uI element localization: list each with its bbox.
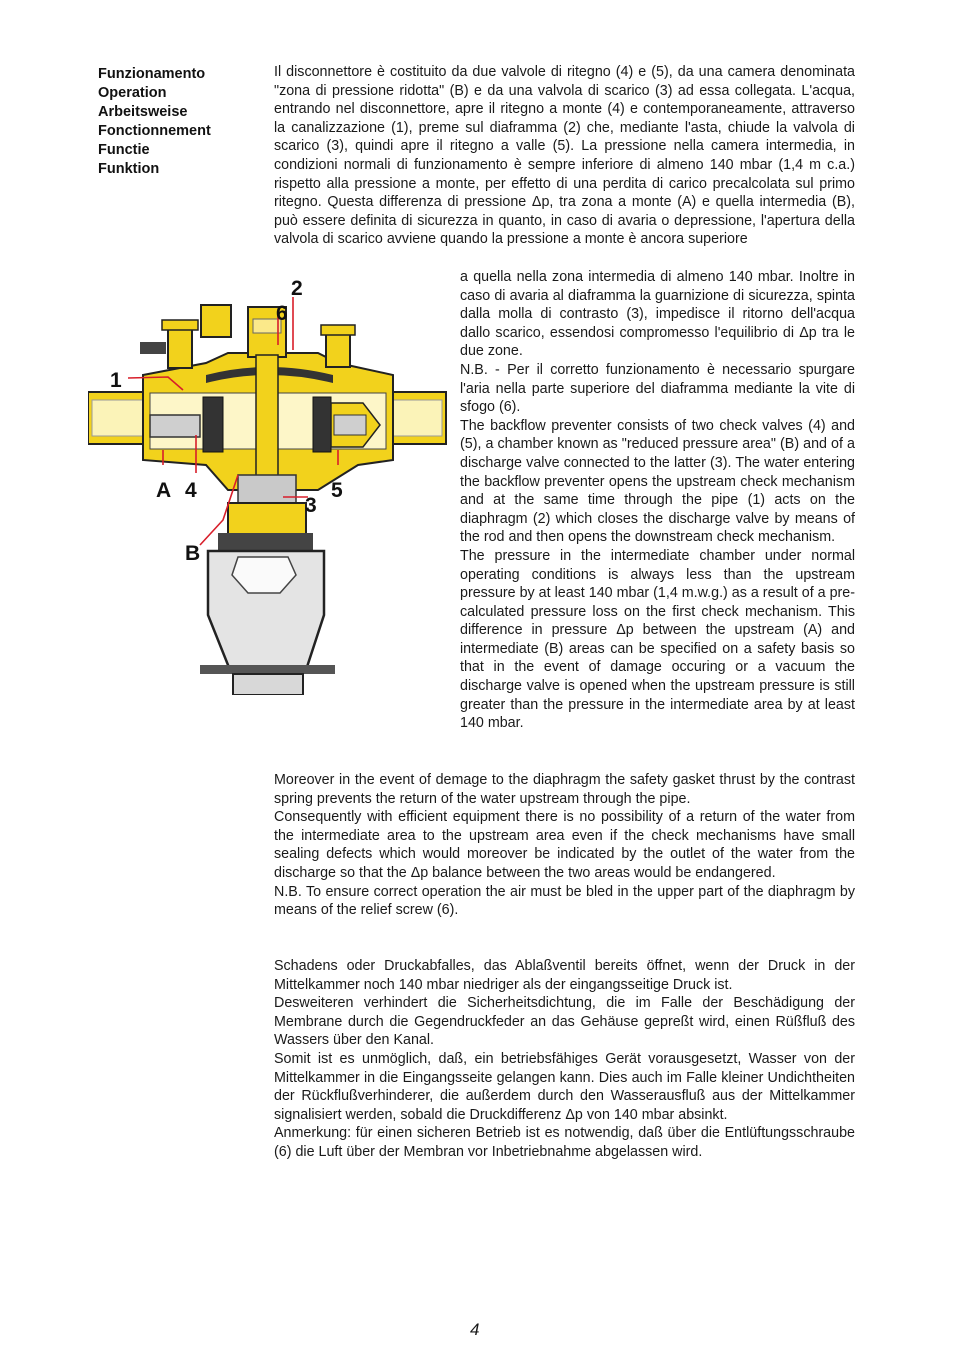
discharge-valve — [238, 475, 296, 503]
section-headings — [98, 65, 258, 179]
de-paragraph-3: Somit ist es unmöglich, daß, ein betriebsfähiges Gerät vorausgesetzt, Wasser von der Mittelkammer in die Eingangsseite gelangen kann. Dies auch im Falle kleiner Undichtheiten der Rückflußverhinderer, die außerdem durch den Wasserausfluß aus der Mittelkammer signalisiert werden, sobald die Druckdifferenz Δp von 140 mbar absinkt. — [274, 1050, 855, 1123]
right-column-text — [460, 268, 855, 733]
it-text: Il disconnettore è costituito da due valvole di ritegno (4) e (5), da una camera denominata "zona di pressione ridotta" (B) e da una valvola di scarico (3) ad essa collegata. L'acqua, entrando nel disconnettore, apre il ritegno a monte (4) e contemporaneamente, attraverso la canalizzazione (1), preme sul diaframma (2) che, mediante l'asta, chiude la valvola di scarico (3), quindi apre il ritegno a valle (5). La pressione nella camera intermedia, in condizioni normali di funzionamento è sempre inferiore di almeno 140 mbar (1,4 m c.a.) rispetto alla pressione a monte, per effetto di una perdita di carico precalcolata sul primo ritegno. Questa differenza di pressione Δp, tra zona a monte (A) e quella intermedia (B), può essere definita di sicurezza in quanto, in caso di avaria o depressione, l'apertura della valvola di scarico avviene quando la pressione a monte è ancora superiore — [274, 64, 855, 248]
label-b: B — [185, 542, 201, 565]
downstream-check-spring — [334, 415, 366, 435]
de-paragraph-1: Schadens oder Druckabfalles, das Ablaßventil bereits öffnet, wenn der Druck in der Mittelkammer noch 140 mbar niedriger als der eingangsseitige Druck ist. — [274, 958, 855, 993]
funnel-collar — [218, 533, 313, 551]
italian-paragraph-top — [274, 63, 855, 249]
label-3: 3 — [305, 494, 317, 517]
right-fitting-cap — [321, 325, 355, 335]
german-text — [274, 957, 855, 1162]
heading-funktion: Funktion — [98, 161, 160, 177]
de-paragraph-2: Desweiteren verhindert die Sicherheitsdichtung, die im Falle der Beschädigung der Membrane durch die Gegendruckfeder an das Gehäuse gepreßt wird, einen Rüßfluß des Wassers über den Kanal. — [274, 995, 855, 1049]
heading-nl: Functie — [98, 142, 150, 158]
label-1: 1 — [110, 369, 122, 392]
english-continuation — [274, 771, 855, 920]
de-note: Anmerkung: für einen sicheren Betrieb ist es notwendig, daß über die Entlüftungsschraube (6) die Luft über der Membran vor Inbetriebnahme abgelassen wird. — [274, 1125, 855, 1160]
label-a: A — [156, 479, 172, 502]
heading-en: Operation — [98, 85, 167, 101]
en-paragraph-1: The backflow preventer consists of two check valves (4) and (5), a chamber known as "reduced pressure area" (B) and of a discharge valve connected to the latter (3). The water entering the backflow preventer opens the upstream check mechanism and at the same time through the pipe (1) acts on the diaphragm (2) which closes the discharge valve by means of the rod and then opens the downstream check mechanism. — [460, 417, 855, 546]
heading-de: Arbeitsweise — [98, 104, 188, 120]
page-number: 4 — [470, 1320, 480, 1339]
top-left-nut — [201, 305, 231, 337]
heading-it: Funzionamento — [98, 66, 206, 82]
label-2: 2 — [291, 277, 303, 300]
en-paragraph-4: Consequently with efficient equipment there is no possibility of a return of the water from the intermediate area to the upstream area even if the check mechanisms have small sealing defects which would moreover be indicated by the outlet of the water from the discharge so that the Δp balance between the two areas would be endangered. — [274, 809, 855, 881]
pressure-tube — [140, 342, 166, 354]
it-continuation: a quella nella zona intermedia di almeno 140 mbar. Inoltre in caso di avaria al diaframma la guarnizione di sicurezza, spinta dalla molla di contrasto (3), impedisce il ritorno dell'acqua dallo scarico, essendosi compromesso l'equilibrio di Δp tra le due zone. — [460, 269, 855, 360]
upstream-check-spring — [150, 415, 200, 437]
downstream-check-valve — [313, 397, 331, 452]
clamp-bar — [200, 665, 335, 674]
en-note: N.B. To ensure correct operation the air must be bled in the upper part of the diaphragm by means of the relief screw (6). — [274, 883, 855, 919]
left-fitting-cap — [162, 320, 198, 330]
left-pipe-bore — [92, 400, 147, 436]
outlet-pipe — [233, 674, 303, 695]
en-paragraph-3: Moreover in the event of demage to the diaphragm the safety gasket thrust by the contrast spring prevents the return of the water upstream through the pipe. — [274, 772, 855, 807]
en-paragraph-2: The pressure in the intermediate chamber under normal operating conditions is always less than the upstream pressure by at least 140 mbar (1,4 m.w.g.) as a result of a pre-calculated pressure loss on the first check mechanism. This difference in pressure Δp between the upstream (A) and intermediate (B) areas can be specified on a safety basis so that in the event of damage occuring or a vacuum the discharge valve is opened when the upstream pressure is still greater than the pressure in the intermediate area by at least 140 mbar. — [460, 547, 855, 732]
backflow-preventer-diagram — [88, 275, 450, 695]
label-4: 4 — [185, 479, 197, 502]
label-6: 6 — [276, 302, 288, 325]
upstream-check-valve — [203, 397, 223, 452]
it-note: N.B. - Per il corretto funzionamento è necessario spurgare l'aria nella parte superiore del diaframma mediante la vite di sfogo (6). — [460, 361, 855, 416]
label-5: 5 — [331, 479, 343, 502]
heading-fr: Fonctionnement — [98, 123, 211, 139]
